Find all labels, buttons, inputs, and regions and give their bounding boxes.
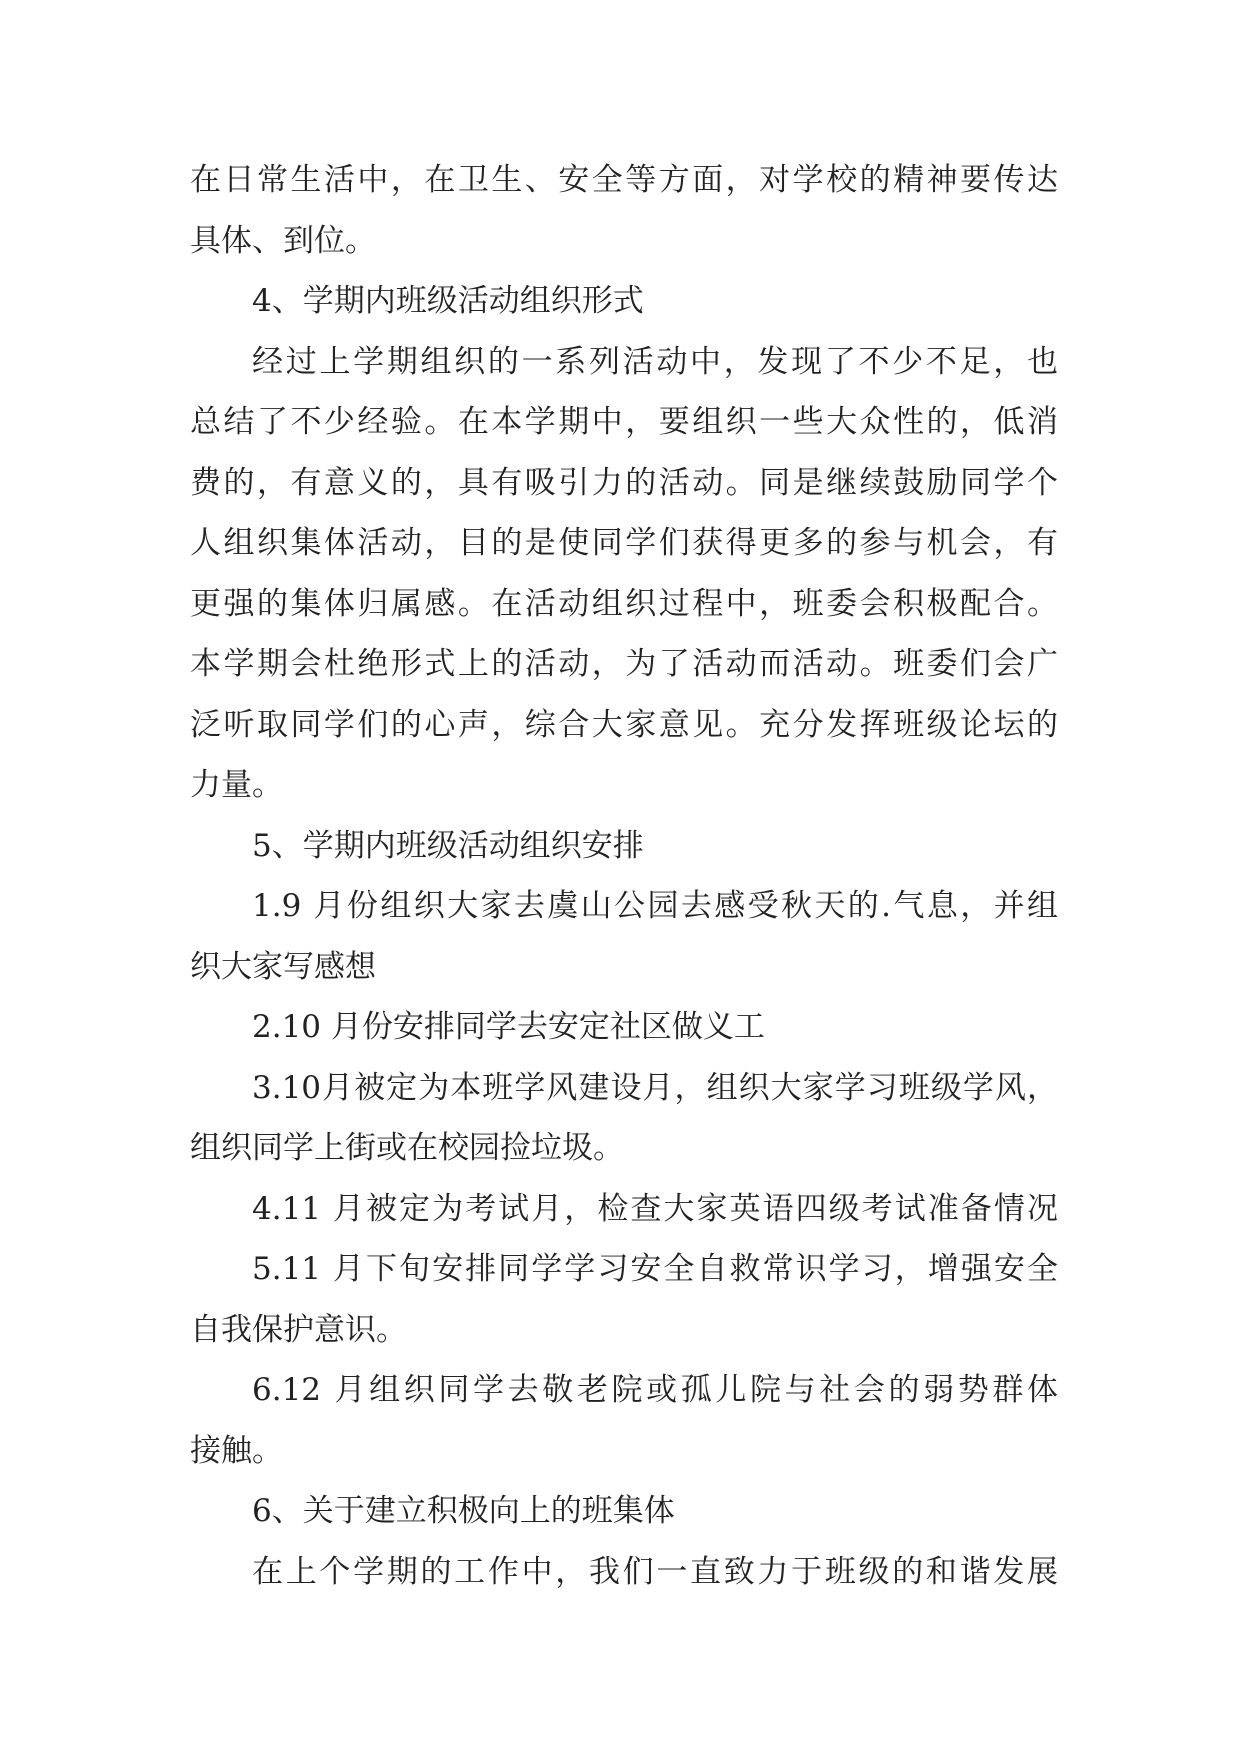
list-item-line: 自我保护意识。 [190, 1311, 407, 1348]
paragraph-line: 具体、到位。 [190, 222, 376, 259]
section-heading: 6、关于建立积极向上的班集体 [252, 1493, 675, 1529]
list-item-line: 1.9 月份组织大家去虞山公园去感受秋天的.气息，并组 [252, 888, 1058, 924]
section-heading: 5、学期内班级活动组织安排 [252, 827, 644, 864]
list-item-line: 2.10 月份安排同学去安定社区做义工 [252, 1009, 765, 1045]
paragraph-line: 泛听取同学们的心声，综合大家意见。充分发挥班级论坛的 [190, 706, 1058, 743]
paragraph-line: 人组织集体活动，目的是使同学们获得更多的参与机会，有 [190, 525, 1058, 561]
list-item-line: 组织同学上街或在校园捡垃圾。 [190, 1130, 624, 1166]
paragraph-line: 本学期会杜绝形式上的活动，为了活动而活动。班委们会广 [190, 646, 1058, 682]
paragraph-line: 经过上学期组织的一系列活动中，发现了不少不足，也 [252, 343, 1058, 380]
paragraph-line: 在日常生活中，在卫生、安全等方面，对学校的精神要传达 [190, 162, 1058, 198]
paragraph-line: 费的，有意义的，具有吸引力的活动。同是继续鼓励同学个 [190, 464, 1058, 501]
paragraph-line: 在上个学期的工作中，我们一直致力于班级的和谐发展 [252, 1553, 1058, 1590]
paragraph-line: 总结了不少经验。在本学期中，要组织一些大众性的，低消 [190, 404, 1058, 440]
section-heading: 4、学期内班级活动组织形式 [252, 283, 644, 319]
list-item-line: 织大家写感想 [190, 948, 376, 985]
list-item-line: 接触。 [190, 1432, 283, 1469]
paragraph-line: 更强的集体归属感。在活动组织过程中，班委会积极配合。 [190, 585, 1058, 622]
list-item-line: 3.10月被定为本班学风建设月，组织大家学习班级学风， [252, 1069, 1058, 1106]
list-item-line: 4.11 月被定为考试月，检查大家英语四级考试准备情况 [252, 1190, 1058, 1227]
list-item-line: 6.12 月组织同学去敬老院或孤儿院与社会的弱势群体 [252, 1372, 1058, 1408]
paragraph-line: 力量。 [190, 767, 283, 803]
list-item-line: 5.11 月下旬安排同学学习安全自救常识学习，增强安全 [252, 1251, 1058, 1287]
document-body [190, 150, 1058, 1602]
